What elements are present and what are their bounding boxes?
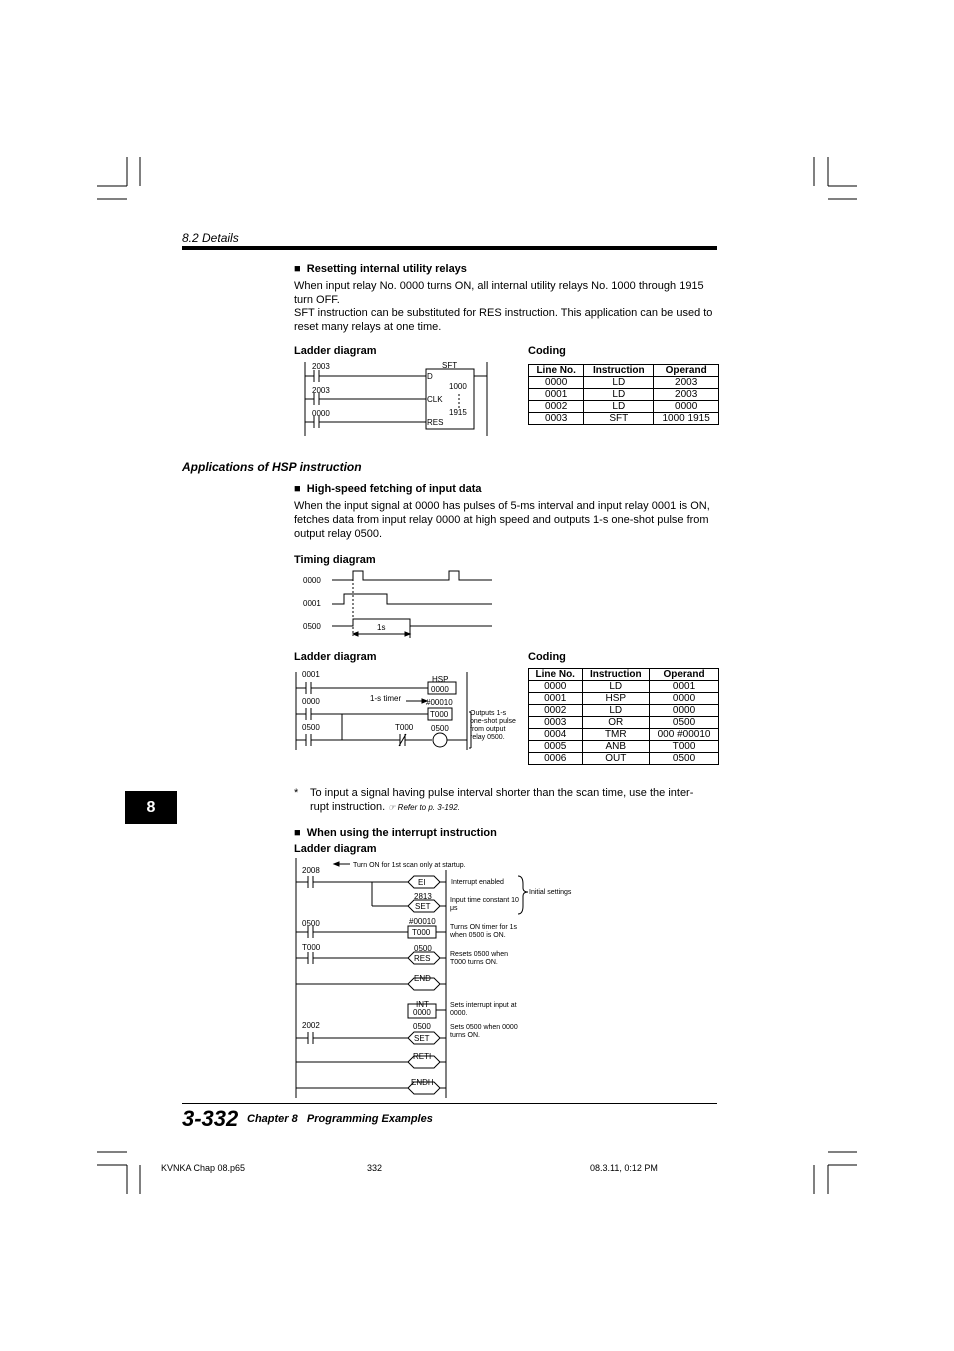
column-header: Instruction	[582, 669, 650, 681]
cell: 0000	[529, 377, 584, 389]
initial-note: Initial settings	[529, 889, 572, 896]
cell: 2003	[654, 377, 719, 389]
cell: 0004	[529, 729, 583, 741]
reset-para1: When input relay No. 0000 turns ON, all internal utility relays No. 1000 through 1915 turn OFF.	[294, 280, 704, 306]
cell: 0000	[650, 693, 719, 705]
footer-date: 08.3.11, 0:12 PM	[590, 1163, 658, 1173]
section-header: 8.2 Details	[182, 231, 239, 245]
to-label: 1915	[449, 408, 467, 417]
column-header: Operand	[654, 365, 719, 377]
cell: 2003	[654, 389, 719, 401]
res-note: Resets 0500 when T000 turns ON.	[450, 951, 508, 966]
reti-label: RETI	[413, 1052, 432, 1061]
first-scan-note: Turn ON for 1st scan only at startup.	[353, 862, 466, 869]
cell: 0500	[650, 753, 719, 765]
set2-label: SET	[414, 1034, 430, 1043]
footer-num: 332	[367, 1163, 383, 1173]
column-header: Instruction	[584, 365, 654, 377]
duration-label: 1s	[377, 623, 386, 632]
cell: LD	[582, 681, 650, 693]
reset-title: ■ Resetting internal utility relays	[294, 263, 467, 275]
sft-label: SFT	[442, 361, 458, 370]
ladder-diagram-reset	[290, 356, 500, 440]
set2-value: 0500	[413, 1022, 431, 1031]
coding-table-2	[528, 668, 719, 765]
endh-label: ENDH	[411, 1078, 434, 1087]
cell: 0006	[529, 753, 583, 765]
table-row	[529, 389, 719, 401]
cell: 0500	[650, 717, 719, 729]
contact-label: 0001	[302, 670, 320, 679]
cell: 0001	[650, 681, 719, 693]
table-row	[529, 401, 719, 413]
end-label: END	[414, 974, 431, 983]
cell: 0000	[654, 401, 719, 413]
contact-label: 0500	[302, 919, 320, 928]
cell: SFT	[584, 413, 654, 425]
interrupt-title: ■ When using the interrupt instruction	[294, 827, 497, 839]
contact-label: 0000	[302, 697, 320, 706]
column-header: Operand	[650, 669, 719, 681]
chapter-tab: 8	[125, 791, 177, 824]
contact-label: T000	[302, 943, 321, 952]
reset-para2: SFT instruction can be substituted for RES instruction. This application can be used to reset many relays at one time.	[294, 307, 713, 333]
timer-label: 1-s timer	[370, 694, 402, 703]
set2-note: Sets 0500 when 0000 turns ON.	[450, 1024, 518, 1039]
column-header: Line No.	[529, 365, 584, 377]
res-value: 0500	[414, 944, 432, 953]
hsp-para: When the input signal at 0000 has pulses of 5-ms interval and input relay 0001 is ON, fetches data from input relay 0000 at high speed and outputs 1-s one-shot pulse from output relay 0500.	[294, 500, 710, 540]
footer-chapter: Chapter 8 Programming Examples	[247, 1113, 433, 1125]
res-label: RES	[427, 418, 444, 427]
table-row	[529, 717, 719, 729]
ladder-label-3: Ladder diagram	[294, 843, 377, 855]
ladder-diagram-interrupt	[290, 856, 590, 1100]
cell: LD	[584, 389, 654, 401]
coding-label-1: Coding	[528, 345, 566, 357]
contact-label: 0000	[312, 409, 330, 418]
cell: 0001	[529, 389, 584, 401]
ladder-label-2: Ladder diagram	[294, 651, 377, 663]
timing-label: Timing diagram	[294, 554, 376, 566]
ei-note: Interrupt enabled	[451, 879, 504, 886]
table-row	[529, 377, 719, 389]
hsp-title: ■ High-speed fetching of input data	[294, 483, 482, 495]
hsp-heading: Applications of HSP instruction	[182, 460, 362, 474]
coding-label-2: Coding	[528, 651, 566, 663]
footer-rule	[182, 1103, 717, 1104]
set-value: 2813	[414, 892, 432, 901]
cell: 0001	[529, 693, 583, 705]
cell: T000	[650, 741, 719, 753]
from-label: 1000	[449, 382, 467, 391]
clk-label: CLK	[427, 395, 443, 404]
cell: 0005	[529, 741, 583, 753]
cell: 0000	[650, 705, 719, 717]
timing-diagram	[300, 566, 500, 642]
cell: LD	[584, 377, 654, 389]
cell: 1000 1915	[654, 413, 719, 425]
contact-label: 2008	[302, 866, 320, 875]
table-row	[529, 753, 719, 765]
footnote: To input a signal having pulse interval shorter than the scan time, use the inter-rupt instruction. ☞ Refer to p. 3-192.	[310, 787, 694, 813]
table-row	[529, 741, 719, 753]
page-number: 3-332	[182, 1106, 239, 1131]
footnote-mark: *	[294, 787, 299, 799]
cell: 000 #00010	[650, 729, 719, 741]
cell: OR	[582, 717, 650, 729]
hsp-label: HSP	[432, 675, 449, 684]
tmr-note: Turns ON timer for 1s when 0500 is ON.	[450, 924, 518, 939]
int-note: Sets interrupt input at 0000.	[450, 1002, 517, 1017]
signal-label: 0000	[303, 576, 321, 585]
set-note: Input time constant 10 μs	[450, 897, 519, 912]
cell: 0003	[529, 413, 584, 425]
table-row	[529, 729, 719, 741]
contact-label: 0500	[302, 723, 320, 732]
cell: 0002	[529, 705, 583, 717]
contact-label: 2003	[312, 362, 330, 371]
cell: LD	[584, 401, 654, 413]
output-label: 0500	[431, 724, 449, 733]
d-label: D	[427, 372, 433, 381]
ei-label: EI	[418, 878, 426, 887]
contact-label: 2003	[312, 386, 330, 395]
tmr-label: T000	[412, 928, 431, 937]
cell: LD	[582, 705, 650, 717]
timer-name: T000	[430, 710, 449, 719]
coding-table-1	[528, 364, 719, 425]
timer-value: #00010	[426, 698, 453, 707]
table-row	[529, 693, 719, 705]
hsp-output-note: Outputs 1-s one-shot pulse from output relay 0500.	[470, 710, 516, 741]
cell: TMR	[582, 729, 650, 741]
footer-file: KVNKA Chap 08.p65	[161, 1163, 246, 1173]
cell: HSP	[582, 693, 650, 705]
cell: 0000	[529, 681, 583, 693]
signal-label: 0500	[303, 622, 321, 631]
contact-label: 2002	[302, 1021, 320, 1030]
header-rule	[182, 246, 717, 250]
res-label: RES	[414, 954, 431, 963]
ladder-label-1: Ladder diagram	[294, 345, 377, 357]
cell: OUT	[582, 753, 650, 765]
cell: ANB	[582, 741, 650, 753]
contact-label: T000	[395, 723, 414, 732]
footnote-ref[interactable]: Refer to p. 3-192.	[397, 803, 460, 812]
int-label: INT	[416, 1000, 429, 1009]
table-row	[529, 413, 719, 425]
column-header: Line No.	[529, 669, 583, 681]
table-row	[529, 705, 719, 717]
tmr-value: #00010	[409, 917, 436, 926]
set-label: SET	[415, 902, 431, 911]
hsp-operand: 0000	[431, 685, 449, 694]
cell: 0003	[529, 717, 583, 729]
int-value: 0000	[413, 1008, 431, 1017]
cell: 0002	[529, 401, 584, 413]
signal-label: 0001	[303, 599, 321, 608]
table-row	[529, 681, 719, 693]
